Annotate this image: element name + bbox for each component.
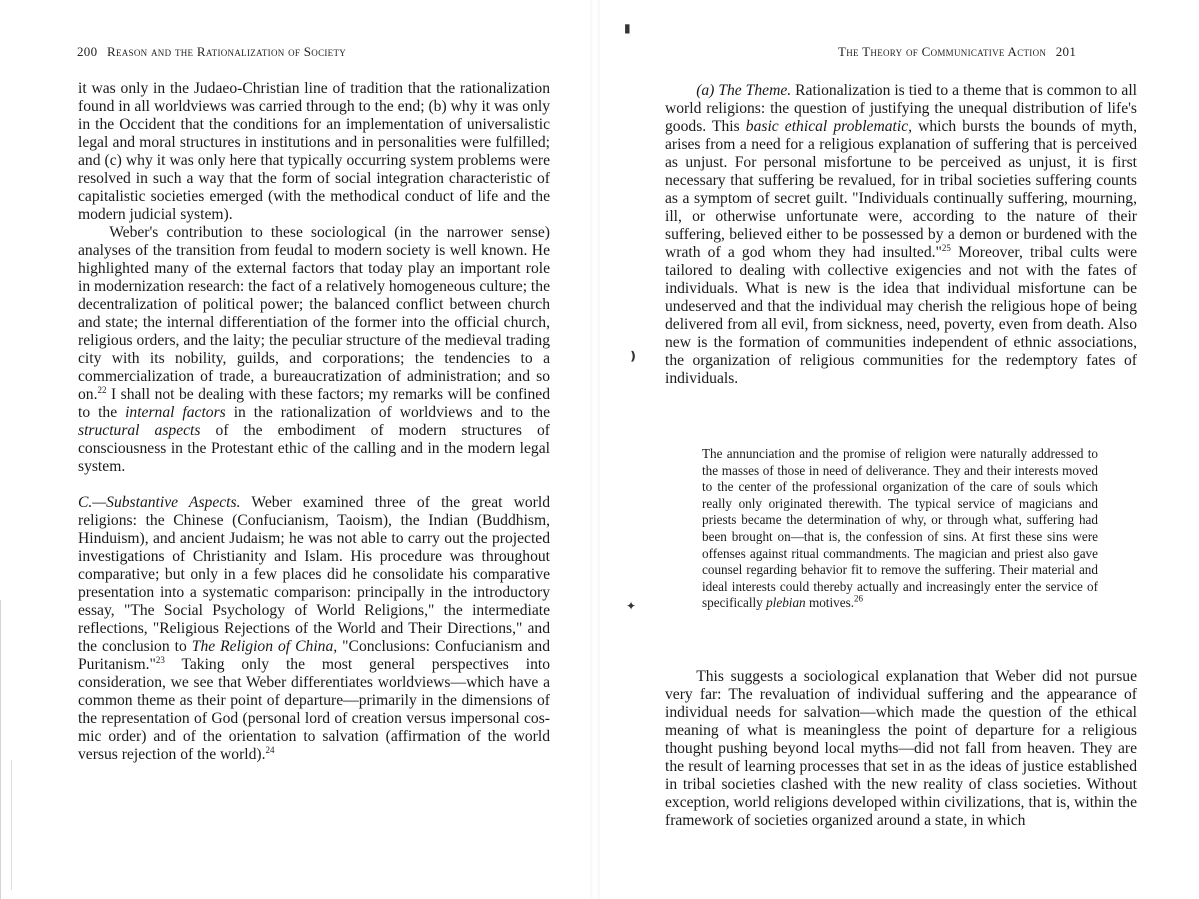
scan-speck: ❫ xyxy=(628,349,639,363)
right-theme-text xyxy=(665,82,1137,388)
left-paragraph-continuation: it was only in the Judaeo-Christian line of tradition that the rationalization found in all worldviews was carried through to the end; (b) why it was only in the Occident that the conditions for an implementation of universalistic legal and moral structures in institutions and in personalities were fulfilled; and (c) why it was only here that typically occurring system problems were resolved in such a way that the form of social integration characteristic of capitalistic societies emerged (with the methodical conduct of life and the modern judicial system). xyxy=(78,80,550,223)
left-page-number: 200 xyxy=(77,44,98,59)
section-gap xyxy=(78,476,550,494)
right-page-number: 201 xyxy=(1055,44,1077,59)
block-quote: The annunciation and the promise of religion were naturally addressed to the masses of those in need of deliverance. They and their interests moved to the center of the professional organization of the care of souls which really only originated therewith. The typical service of magicians and priests became the determination of why, or through what, suffering had been brought on—that is, the confession of sins. At first these sins were offenses against ritual commandments. The magician and priest also gave counsel regarding behavior fit to remove the suffering. Their material and ideal interests could thereby actually and increasingly enter the service of specifically plebian motives.$^{26}$ xyxy=(702,446,1098,611)
book-title: The Religion of China, xyxy=(191,638,338,655)
footnote-ref-26: 26 xyxy=(854,593,863,604)
right-paragraph-theme: (a) The Theme. Rationalization is tied to a theme that is common to all world religions: the question of justifying the unequal distribution of life's goods. This basic ethical problematic, which bursts the bounds of myth, arises from a need for a religious explanation of suffering that is perceived as unjust. For personal misfortune to be perceived as unjust, it is first necessary that suffering be revalued, for in tribal societies suffering counts as a symptom of secret guilt. "Individuals continually suffering, mourning, ill, or otherwise unfortunate were, according to the nature of their suffering, believed either to be possessed by a demon or burdened with the wrath of a god whom they had insulted."$^{25}$ Moreover, tribal cults were tailored to dealing with collective exigencies and not with the fates of individuals. What is new is the idea that individual misfortune can be undeserved and that the individual may cherish the religious hope of being delivered from all evil, from sickness, need, poverty, even from death. Also new is the formation of communities independent of ethnic associations, the organization of religious communities for the redemptory fates of individuals. xyxy=(665,82,1137,387)
footnote-ref-22: 22 xyxy=(97,384,107,395)
footnote-ref-25: 25 xyxy=(941,242,951,253)
footnote-ref-23: 23 xyxy=(155,654,165,665)
left-running-head xyxy=(77,44,352,60)
gutter-shadow xyxy=(590,0,600,899)
scan-speck: ✦ xyxy=(626,599,637,613)
right-closing-text xyxy=(665,668,1137,830)
left-paragraph-weber-contribution: Weber's contribution to these sociological (in the narrower sense) analyses of the transition from feudal to modern society is well known. He highlighted many of the external factors that today play an important role in modernization research: the fact of a relatively homogeneous culture; the decentralization of political power; the balanced conflict between church and state; the internal differentiation of the former into the official church, religious orders, and the laity; the peculiar structure of the medieval trading city with its nobility, guilds, and corporations; the tendencies to a commercialization of trade, a bureaucratization of administration; and so on.$^{22}$ I shall not be dealing with these factors; my remarks will be confined to the internal factors in the rationalization of worldviews and to the structural aspects of the embodiment of modern structures of consciousness in the Protestant ethic of the calling and in the modern legal system. xyxy=(78,224,551,475)
left-page xyxy=(0,0,590,899)
right-page xyxy=(600,0,1199,899)
left-body-text xyxy=(78,80,550,764)
scan-speck: ▮ xyxy=(624,21,631,35)
right-running-head xyxy=(838,44,1082,60)
left-running-title: Reason and the Rationalization of Society xyxy=(106,44,347,59)
left-section-substantive-aspects: C.—Substantive Aspects. Weber examined three of the great world religions: the Chinese (Confucianism, Taoism), the Indian (Buddhism, Hinduism), and ancient Judaism; he was not able to carry out the projected investigations of Christianity and Islam. His procedure was throughout comparative; but only in a few places did he consolidate his comparative presentation into a systematic comparison: principally in the introductory essay, "The Social Psychology of World Religions," the intermediate reflections, "Religious Rejections of the World and Their Directions," and the conclusion to The Religion of China, "Conclusions: Confucianism and Puritanism."$^{23}$ Taking only the most general perspectives into consideration, we see that Weber differentiates worldviews—which have a common theme as their point of departure—primarily in the dimensions of the representation of God (personal lord of creation versus impersonal cosmic order) and of the orientation to salvation (affirmation of the world versus rejection of the world).$^{24}$ xyxy=(78,494,550,763)
right-paragraph-sociological-explanation: This suggests a sociological explanation that Weber did not pursue very far: The revaluation of individual suffering and the appearance of individual needs for salvation—which made the question of the ethical meaning of what is meaningless the point of departure for a religious thought pushing beyond local myths—did not fall from heaven. They are the result of learning processes that set in as the ideas of justice established in tribal societies clashed with the new reality of class societies. Without exception, world religions developed within civilizations, that is, within the framework of societies organized around a state, in which xyxy=(665,668,1137,829)
footnote-ref-24: 24 xyxy=(265,744,275,755)
theme-heading: (a) The Theme. xyxy=(696,82,792,99)
right-running-title: The Theory of Communicative Action xyxy=(838,44,1047,59)
section-heading: C.—Substantive Aspects. xyxy=(78,494,241,511)
